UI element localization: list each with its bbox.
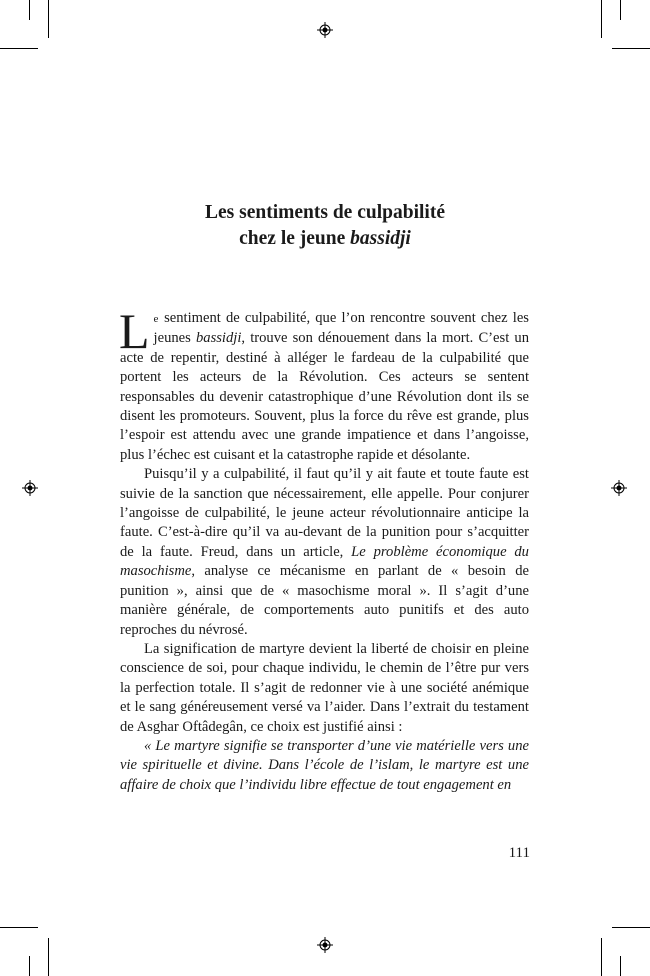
paragraph-1-text-b: , trouve son dénouement dans la mort. C’est un acte de repentir, destiné à alléger le fardeau de la culpabilité que portent les acteurs de la Révolution. Ces acteurs se sentent responsables du devenir catastrophique d’une Révolution dont ils se disent les promoteurs. Souvent, plus la force du rêve est grande, plus l’espoir est attendu avec une grande impatience et dans l’angoisse, plus l’échec est cuisant et la catastrophe rapide et désolante. — [120, 330, 529, 463]
crop-mark-tr-h — [612, 48, 650, 49]
paragraph-3 — [120, 640, 529, 737]
registration-mark-bottom-icon — [317, 937, 333, 953]
paragraph-1-text-a: sentiment de culpabilité, que l’on rencontre souvent chez les jeunes — [153, 310, 529, 347]
chapter-title-line-1: Les sentiments de culpabilité — [205, 202, 445, 223]
crop-mark-tr-v — [601, 0, 602, 38]
crop-mark-tr-v2 — [620, 0, 621, 20]
chapter-title — [120, 200, 530, 252]
body-text — [119, 303, 529, 795]
chapter-title-line-2-text: chez le jeune — [239, 228, 351, 249]
chapter-title-line-2 — [120, 226, 530, 252]
crop-mark-br-v2 — [620, 956, 621, 976]
crop-mark-tl-h — [0, 48, 38, 49]
chapter-title-line-2-italic: bassidji — [350, 228, 411, 249]
crop-mark-br-v — [601, 938, 602, 976]
paragraph-1-italic: bassidji — [195, 330, 242, 347]
crop-mark-tl-v2 — [29, 0, 30, 20]
paragraph-2-text-a: Puisqu’il y a culpabilité, il faut qu’il y ait faute et toute faute est suivie de la sanction que nécessairement, elle appelle. Pour conjurer l’angoisse de culpabilité, le jeune acteur révolutionnaire anticipe la faute. C’est-à-dire qu’il va au-devant de la punition pour s’acquitter de la faute. Freud, dans un article, — [120, 466, 529, 560]
crop-mark-bl-v2 — [29, 956, 30, 976]
paragraph-2-text-b: , analyse ce mécanisme en parlant de « besoin de punition », ainsi que de « masochisme moral ». Il s’agit d’une manière générale, de comportements auto punitifs et des auto reproches du névrosé. — [120, 563, 529, 638]
registration-mark-left-icon — [22, 480, 38, 496]
paragraph-4-text: « Le martyre signifie se transporter d’une vie matérielle vers une vie spirituelle et divine. Dans l’école de l’islam, le martyre est une affaire de choix que l’individu libre effectue de tout engagement en — [120, 737, 529, 793]
drop-cap: L — [119, 303, 150, 359]
paragraph-3-text: La signification de martyre devient la liberté de choisir en pleine conscience de soi, pour chaque individu, le chemin de l’être pur vers la perfection totale. Il s’agit de redonner vie à une société anémique et le sang généreusement versé va l’aider. Dans l’extrait du testament de Asghar Oftâdegân, ce choix est justifié ainsi : — [120, 640, 529, 735]
paragraph-1 — [119, 303, 529, 465]
crop-mark-tl-v — [48, 0, 49, 38]
crop-mark-bl-v — [48, 938, 49, 976]
crop-mark-bl-h — [0, 927, 38, 928]
small-cap-letter: e — [153, 313, 159, 325]
paragraph-2-italic: Le problème économique du masochisme — [120, 543, 529, 580]
registration-mark-right-icon — [611, 480, 627, 496]
registration-mark-top-icon — [317, 22, 333, 38]
paragraph-2 — [120, 465, 529, 640]
paragraph-4-quote — [120, 737, 529, 795]
page-number: 111 — [508, 845, 530, 861]
crop-mark-br-h — [612, 927, 650, 928]
